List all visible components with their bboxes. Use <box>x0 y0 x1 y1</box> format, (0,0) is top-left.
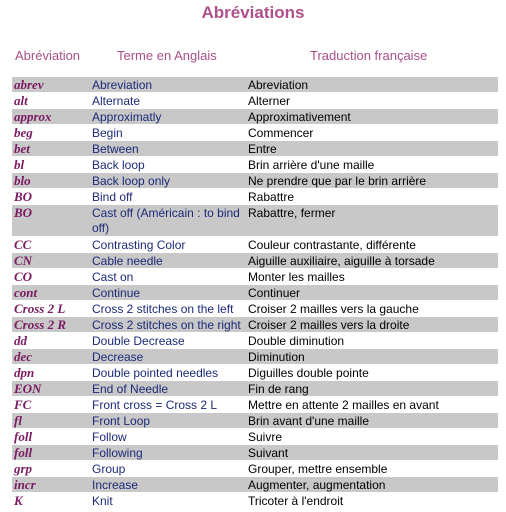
abbreviation-cell: CN <box>14 253 33 268</box>
english-term-cell: Cross 2 stitches on the left <box>92 302 234 316</box>
french-translation-cell: Ne prendre que par le brin arrière <box>248 174 427 188</box>
french-translation-cell: Suivre <box>248 430 283 444</box>
english-term-cell: Cross 2 stitches on the right <box>92 318 241 332</box>
french-translation-cell: Commencer <box>248 126 314 140</box>
table-row <box>12 365 498 381</box>
table-row <box>12 269 498 285</box>
abbreviation-cell: Cross 2 R <box>14 317 67 332</box>
french-translation-cell: Abreviation <box>248 78 309 92</box>
table-row <box>12 381 498 397</box>
english-term-cell: Front cross = Cross 2 L <box>92 398 218 412</box>
english-term-cell: Following <box>92 446 143 460</box>
french-translation-cell: Diguilles double pointe <box>248 366 369 380</box>
column-header-abbreviation: Abréviation <box>15 48 81 63</box>
abbreviation-cell: dd <box>14 333 27 348</box>
english-term-cell: Cast on <box>92 270 134 284</box>
abbreviation-cell: Cross 2 L <box>14 301 66 316</box>
french-translation-cell: Croiser 2 mailles vers la gauche <box>248 302 419 316</box>
column-header-french: Traduction française <box>310 48 428 63</box>
english-term-cell: Double Decrease <box>92 334 185 348</box>
abbreviation-cell: bet <box>14 141 30 156</box>
table-row <box>12 189 498 205</box>
english-term-cell: Continue <box>92 286 141 300</box>
english-term-cell: Group <box>92 462 126 476</box>
english-term-cell: Double pointed needles <box>92 366 219 380</box>
table-row <box>12 445 498 461</box>
french-translation-cell: Mettre en attente 2 mailles en avant <box>248 398 439 412</box>
english-term-cell: Abreviation <box>92 78 153 92</box>
table-row <box>12 77 498 93</box>
abbreviation-cell: foll <box>14 429 33 444</box>
french-translation-cell: Diminution <box>248 350 305 364</box>
abbreviation-cell: blo <box>14 173 31 188</box>
english-term-cell: Begin <box>92 126 123 140</box>
table-row <box>12 397 498 413</box>
english-term-cell: Cast off (Américain : to bind off) <box>92 206 240 235</box>
french-translation-cell: Augmenter, augmentation <box>248 478 386 492</box>
table-row <box>12 477 498 493</box>
english-term-cell: Cable needle <box>92 254 163 268</box>
abbreviation-cell: EON <box>14 381 42 396</box>
english-term-cell: Front Loop <box>92 414 151 428</box>
table-row <box>12 429 498 445</box>
french-translation-cell: Entre <box>248 142 277 156</box>
column-header-english: Terme en Anglais <box>117 48 217 63</box>
abbreviation-cell: FC <box>14 397 32 412</box>
abbreviation-cell: abrev <box>14 77 44 92</box>
table-row <box>12 157 498 173</box>
french-translation-cell: Aiguille auxiliaire, aiguille à torsade <box>248 254 435 268</box>
abbreviation-cell: dpn <box>14 365 35 380</box>
french-translation-cell: Rabattre <box>248 190 295 204</box>
table-row <box>12 333 498 349</box>
abbreviation-cell: fl <box>14 413 22 428</box>
table-row <box>12 125 498 141</box>
abbreviation-cell: alt <box>14 93 28 108</box>
french-translation-cell: Couleur contrastante, différente <box>248 238 416 252</box>
english-term-cell: Back loop only <box>92 174 171 188</box>
english-term-cell: Between <box>92 142 139 156</box>
english-term-cell: Bind off <box>92 190 133 204</box>
table-row <box>12 285 498 301</box>
abbreviation-cell: approx <box>14 109 52 124</box>
abbreviation-cell: BO <box>14 205 33 220</box>
table-row <box>12 461 498 477</box>
table-row <box>12 413 498 429</box>
table-row <box>12 493 498 509</box>
english-term-cell: Knit <box>92 494 113 508</box>
abbreviation-cell: BO <box>14 189 33 204</box>
english-term-cell: Approximatly <box>92 110 162 124</box>
english-term-cell: End of Needle <box>92 382 169 396</box>
abbreviation-cell: cont <box>14 285 38 300</box>
abbreviations-table <box>12 77 498 509</box>
abbreviation-cell: K <box>14 493 23 508</box>
abbreviation-cell: grp <box>14 461 33 476</box>
abbreviation-cell: beg <box>14 125 33 140</box>
french-translation-cell: Grouper, mettre ensemble <box>248 462 388 476</box>
french-translation-cell: Approximativement <box>248 110 351 124</box>
abbreviation-cell: dec <box>14 349 33 364</box>
table-row <box>12 349 498 365</box>
english-term-cell: Alternate <box>92 94 141 108</box>
english-term-cell: Decrease <box>92 350 144 364</box>
table-row <box>12 317 498 333</box>
french-translation-cell: Rabattre, fermer <box>248 206 336 220</box>
french-translation-cell: Brin avant d'une maille <box>248 414 370 428</box>
french-translation-cell: Double diminution <box>248 334 345 348</box>
english-term-cell: Increase <box>92 478 139 492</box>
french-translation-cell: Suivant <box>248 446 289 460</box>
french-translation-cell: Croiser 2 mailles vers la droite <box>248 318 410 332</box>
french-translation-cell: Tricoter à l'endroit <box>248 494 344 508</box>
french-translation-cell: Continuer <box>248 286 301 300</box>
abbreviation-cell: bl <box>14 157 25 172</box>
table-row <box>12 141 498 157</box>
table-row <box>12 253 498 269</box>
table-row <box>12 93 498 109</box>
english-term-cell: Follow <box>92 430 127 444</box>
english-term-cell: Back loop <box>92 158 145 172</box>
page-title: Abréviations <box>201 3 305 22</box>
french-translation-cell: Monter les mailles <box>248 270 345 284</box>
abbreviation-cell: CO <box>14 269 33 284</box>
abbreviation-cell: foll <box>14 445 33 460</box>
table-row <box>12 301 498 317</box>
table-row <box>12 173 498 189</box>
table-row <box>12 205 498 237</box>
french-translation-cell: Fin de rang <box>248 382 309 396</box>
french-translation-cell: Brin arrière d'une maille <box>248 158 375 172</box>
table-row <box>12 237 498 253</box>
table-row <box>12 109 498 125</box>
french-translation-cell: Alterner <box>248 94 291 108</box>
abbreviation-cell: incr <box>14 477 36 492</box>
english-term-cell: Contrasting Color <box>92 238 186 252</box>
abbreviation-cell: CC <box>14 237 32 252</box>
